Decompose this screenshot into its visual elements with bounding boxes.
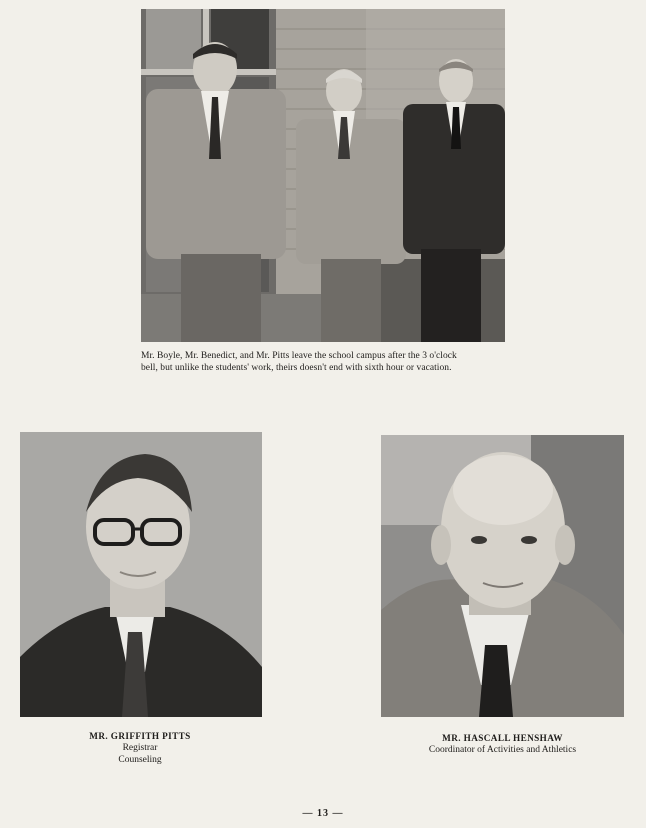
group-photo-caption [141,351,513,374]
page-number: — 13 — [302,808,344,819]
pitts-name: MR. GRIFFITH PITTS [89,731,191,741]
caption-line-2: bell, but unlike the students' work, theirs doesn't end with sixth hour or vacation. [141,362,452,373]
pitts-title-counseling: Counseling [118,755,162,765]
caption-line-1: Mr. Boyle, Mr. Benedict, and Mr. Pitts leave the school campus after the 3 o'clock [141,351,457,361]
henshaw-name: MR. HASCALL HENSHAW [442,733,563,743]
henshaw-title: Coordinator of Activities and Athletics [428,745,577,755]
pitts-portrait [20,432,262,717]
group-photo [141,9,505,342]
pitts-title-registrar: Registrar [122,743,158,753]
pitts-caption [40,730,240,766]
henshaw-portrait [381,435,624,717]
henshaw-caption [390,732,615,756]
